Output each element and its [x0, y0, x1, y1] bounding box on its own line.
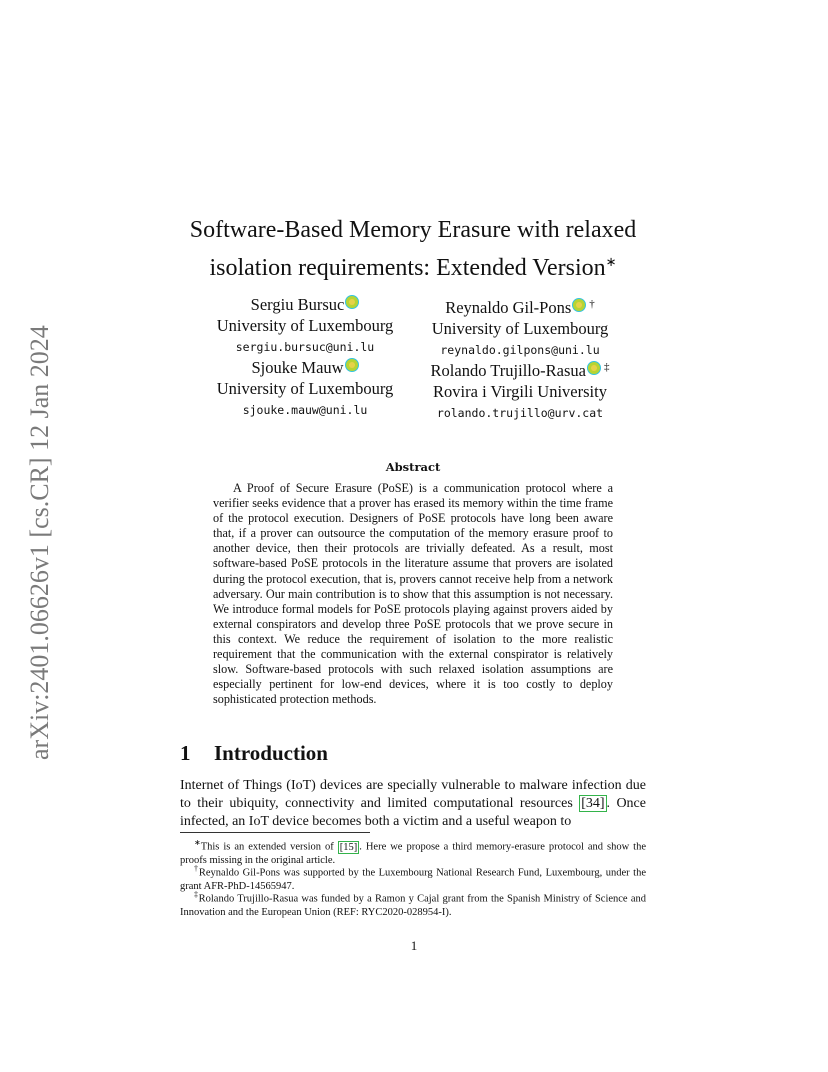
author-block-4 — [420, 357, 620, 423]
author-name-text: Sjouke Mauw — [251, 358, 344, 377]
title-line-1: Software-Based Memory Erasure with relaxed — [189, 217, 637, 243]
author-name — [205, 357, 405, 378]
paper-title — [120, 215, 706, 284]
orcid-icon[interactable] — [587, 361, 601, 375]
citation-link[interactable]: [34] — [581, 796, 605, 811]
title-line-2 — [120, 246, 706, 284]
author-affiliation: University of Luxembourg — [216, 379, 394, 398]
author-affiliation: University of Luxembourg — [216, 316, 394, 335]
author-footnote-mark: ‡ — [603, 361, 610, 373]
footnote-text: Rolando Trujillo-Rasua was funded by a Ramon y Cajal grant from the Spanish Ministry of Science and Innovation and the European Union (REF: RYC2020-028954-I). — [180, 893, 647, 918]
abstract-text: A Proof of Secure Erasure (PoSE) is a communication protocol where a verifier seeks evidence that a prover has erased its memory within the time frame of the protocol execution. Designers of PoSE protocols have long been aware that, if a prover can outsource the computation of the memory erasure proof to another device, then their protocols are trivially defeated. As a result, most software-based PoSE protocols in the literature assume that provers are isolated during the protocol execution, that is, provers cannot receive help from a network adversary. Our main contribution is to show that this assumption is not necessary. We introduce formal models for PoSE protocols playing against provers aided by external conspirators and develop three PoSE protocols that we prove secure in this context. We reduce the requirement of isolation to the more realistic requirement that the communication with the external conspirator is relatively slow. Software-based protocols with such relaxed isolation assumptions are especially pertinent for low-end devices, where it is too costly to deploy sophisticated protection methods. — [213, 481, 613, 707]
footnote-text: Reynaldo Gil-Pons was supported by the Luxembourg National Research Fund, Luxembourg, under the grant AFR-PhD-14565947. — [180, 867, 647, 892]
author-block-3 — [205, 357, 405, 420]
orcid-icon[interactable] — [572, 298, 586, 312]
arxiv-identifier: arXiv:2401.06626v1 [cs.CR] 12 Jan 2024 — [25, 325, 54, 760]
author-name-text: Reynaldo Gil-Pons — [445, 298, 572, 317]
abstract-heading: Abstract — [385, 460, 441, 474]
footnote-rule — [180, 832, 370, 833]
title-line-2-text: isolation requirements: Extended Version — [209, 255, 606, 281]
author-name-text: Sergiu Bursuc — [250, 295, 345, 314]
footnote-text: This is an extended version of — [200, 841, 338, 853]
intro-paragraph — [180, 777, 646, 831]
author-email: rolando.trujillo@urv.cat — [436, 406, 604, 420]
footnote-mark: † — [194, 864, 199, 873]
author-name — [420, 357, 620, 381]
footnote-text-continued: . Here we propose a third memory-erasure protocol and show the proofs missing in the original article. — [180, 841, 646, 866]
author-email: reynaldo.gilpons@uni.lu — [440, 343, 600, 357]
orcid-icon[interactable] — [345, 295, 359, 309]
author-name-text: Rolando Trujillo-Rasua — [430, 361, 586, 380]
footnote-3 — [180, 888, 646, 919]
citation-link[interactable]: [15] — [339, 841, 358, 853]
author-affiliation: Rovira i Virgili University — [433, 382, 607, 401]
author-name — [205, 294, 405, 315]
section-heading — [180, 741, 328, 766]
title-footnote-mark: ∗ — [605, 254, 617, 269]
footnote-mark: ∗ — [194, 838, 201, 847]
author-name — [420, 294, 620, 318]
author-block-2 — [420, 294, 620, 360]
intro-text: Internet of Things (IoT) devices are specially vulnerable to malware infection due to their ubiquity, connectivity and limited computational resources — [180, 778, 646, 811]
footnote-mark: ‡ — [194, 890, 199, 899]
intro-text-continued: . Once infected, an IoT device becomes both a victim and a useful weapon to — [180, 796, 646, 829]
author-block-1 — [205, 294, 405, 357]
author-footnote-mark: † — [589, 298, 595, 310]
section-number: 1 — [180, 741, 191, 765]
author-email: sergiu.bursuc@uni.lu — [235, 340, 375, 354]
author-affiliation: University of Luxembourg — [431, 319, 609, 338]
section-title: Introduction — [214, 741, 328, 765]
page-number: 1 — [410, 938, 418, 953]
orcid-icon[interactable] — [345, 358, 359, 372]
author-email: sjouke.mauw@uni.lu — [242, 403, 368, 417]
